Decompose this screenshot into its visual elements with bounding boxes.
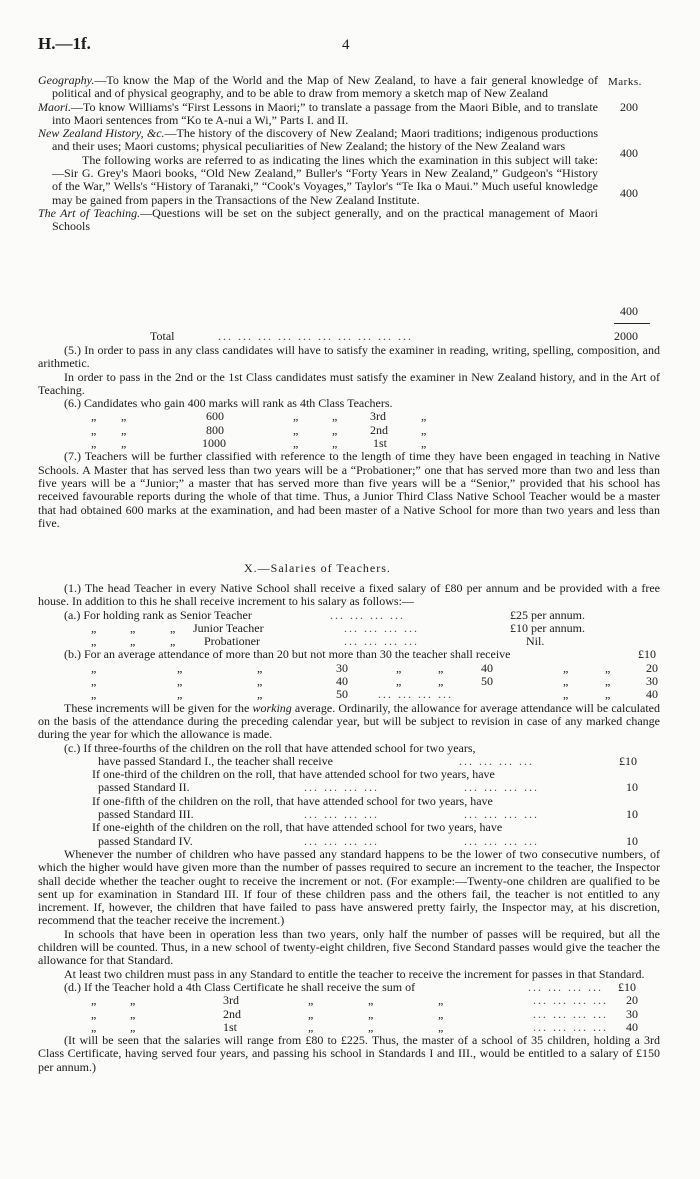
passes-note: Whenever the number of children who have passed any standard happens to be the lower of two consecutive numbers, of which the higher would have given more than the number of passes required to secure an increment to the teacher, the Inspector shall decide whether the teacher ought to receive the increment or not. (For example:—Twenty-one children are qualified to be sent up for examination in Standard III. If four of these children pass and the others fail, the teacher is not entitled to any increment. If, however, the children that have failed to pass have answered pretty fairly, the Inspector may, at his discretion, recommend that the teacher receive the increment.) — [38, 846, 660, 928]
total-leader: ... ... ... ... ... ... ... ... ... ... — [218, 329, 413, 343]
paragraph-7: (7.) Teachers will be further classified with reference to the length of time they have been engaged in teaching in Native Schools. A Master that has served less than two years will be a “Probationer;” one that has served more than two and less than five years will be a “Junior;” a master that has served more than five years will be a “Senior,” provided that his school has received favourable reports during the whole of that time. Thus, a Junior Third Class Native School Teacher would be a master that had obtained 600 marks at the examination, and had been master of a Native School for more than two years and less than five. — [38, 449, 660, 530]
certificate-increments: (d.) If the Teacher hold a 4th Class Certificate he shall receive the sum of ... ... ... ... £10 „ „ 3rd „ „ „ ... ... ... ... 20 „ „ 2nd „ „ „ ... ... ... ... 30 „ „ 1st „ „ „ ... ... ... ... 40 — [64, 979, 638, 1034]
paragraph-6: (6.) Candidates who gain 400 marks will rank as 4th Class Teachers. — [64, 396, 393, 411]
subjects-list — [38, 74, 598, 234]
marks-geography: 200 — [620, 100, 638, 114]
marks-maori: 400 — [620, 146, 638, 160]
attendance-note: These increments will be given for the working average. Ordinarily, the allowance for average attendance will be calculated on the basis of the attendance during the preceding calendar year, but will be subject to revision in case of any marked change during the year for which the allowance is made. — [38, 700, 660, 742]
marks-history: 400 — [620, 186, 638, 200]
marks-teaching: 400 — [620, 304, 638, 318]
salaries-section — [38, 582, 660, 1074]
section-title: X.—Salaries of Teachers. — [244, 561, 391, 575]
page-number: 4 — [342, 37, 350, 53]
standard-increments: (c.) If three-fourths of the children on the roll that have attended school for two years, have passed Standard I., the teacher shall receive ... ... ... ... £10 If one-third of the children on the roll, that have attended school for two years, have passed Standard II. ... ... ... ... ... ... ... ... 10 If one-fifth of the children on the roll, that have attended school for two years, have passed Standard III. ... ... ... ... ... ... ... ... 10 If one-eighth of the children on the roll, that have attended school for two years, have passed Standard IV. ... ... ... ... ... ... ... ... 10 — [64, 740, 638, 848]
regulations-5-7 — [38, 344, 660, 530]
attendance-increments: (b.) For an average attendance of more than 20 but not more than 30 the teacher shall receive £10 „ „ „ 30 „ „ 40 „ „ 20 „ „ „ 40 „ „ 50 „ „ 30 „ „ „ 50 ... ... ... ... „ „ 40 — [64, 647, 658, 702]
rank-table: „ „ 600 „ „ 3rd „ „ „ 800 „ „ 2nd „ „ „ 1000 „ „ 1st „ — [91, 409, 427, 451]
subject-maori: Maori.—To know Williams's “First Lessons in Maori;” to translate a passage from the Maori Bible, and to translate into Maori sentences from “Ko te A-nui a Wi,” Parts I. and II. — [38, 99, 598, 127]
paragraph-5: (5.) In order to pass in any class candidates will have to satisfy the examiner in reading, writing, spelling, composition, and arithmetic. — [38, 343, 660, 371]
minimum-passes-note: At least two children must pass in any Standard to entitle the teacher to receive the increment for passes in that Standard. — [64, 966, 645, 981]
new-schools-note: In schools that have been in operation less than two years, only half the number of passes will be required, but all the children will be counted. Thus, in a new school of twenty-eight children, five Second Standard passes would give the teacher the allowance for that Standard. — [38, 926, 660, 968]
salary-range-note: (It will be seen that the salaries will range from £80 to £225. Thus, the master of a school of 35 children, holding a 3rd Class Certificate, having served four years, and passing his school in Standards I and III., would be entitled to a salary of £150 per annum.) — [38, 1033, 660, 1074]
document-reference: H.—1f. — [38, 34, 91, 53]
subject-geography: Geography.—To know the Map of the World and the Map of New Zealand, to have a fair general knowledge of political and of physical geography, and to be able to draw from memory a sketch map of New Zealand — [38, 73, 598, 101]
total-label: Total — [150, 329, 175, 343]
subject-art-of-teaching: The Art of Teaching.—Questions will be set on the subject generally, and on the practical management of Maori Schools — [38, 205, 598, 234]
total-marks: 2000 — [614, 329, 638, 343]
paragraph-5b: In order to pass in the 2nd or the 1st Class candidates must satisfy the examiner in New Zealand history, and in the Art of Teaching. — [38, 369, 660, 397]
subject-history: New Zealand History, &c.—The history of the discovery of New Zealand; Maori traditions; indigenous productions and their uses; Maori customs; physical peculiarities of New Zealand; the history of the New Zealand wars — [38, 126, 598, 154]
rank-increments: (a.) For holding rank as Senior Teacher ... ... ... ... £25 per annum. „ „ „ Junior Teacher ... ... ... ... £10 per annum. „ „ „ Probationer ... ... ... ... Nil. — [64, 607, 585, 649]
history-references-note: The following works are referred to as indicating the lines which the examination in this subject will take:—Sir G. Grey's Maori books, “Old New Zealand,” Buller's “Forty Years in New Zealand,” Gudgeon's “History of the War,” Wells's “History of Taranaki,” “Cook's Voyages,” Taylor's “Te Ika o Maui.” Much useful knowledge may be gained from papers in the Transactions of the New Zealand Institute. — [52, 152, 598, 207]
marks-column-heading: Marks. — [608, 76, 642, 88]
total-rule — [614, 323, 650, 324]
salary-paragraph-1: (1.) The head Teacher in every Native School shall receive a fixed salary of £80 per annum and be provided with a free house. In addition to this he shall receive increment to his salary as follows:— — [38, 581, 660, 609]
